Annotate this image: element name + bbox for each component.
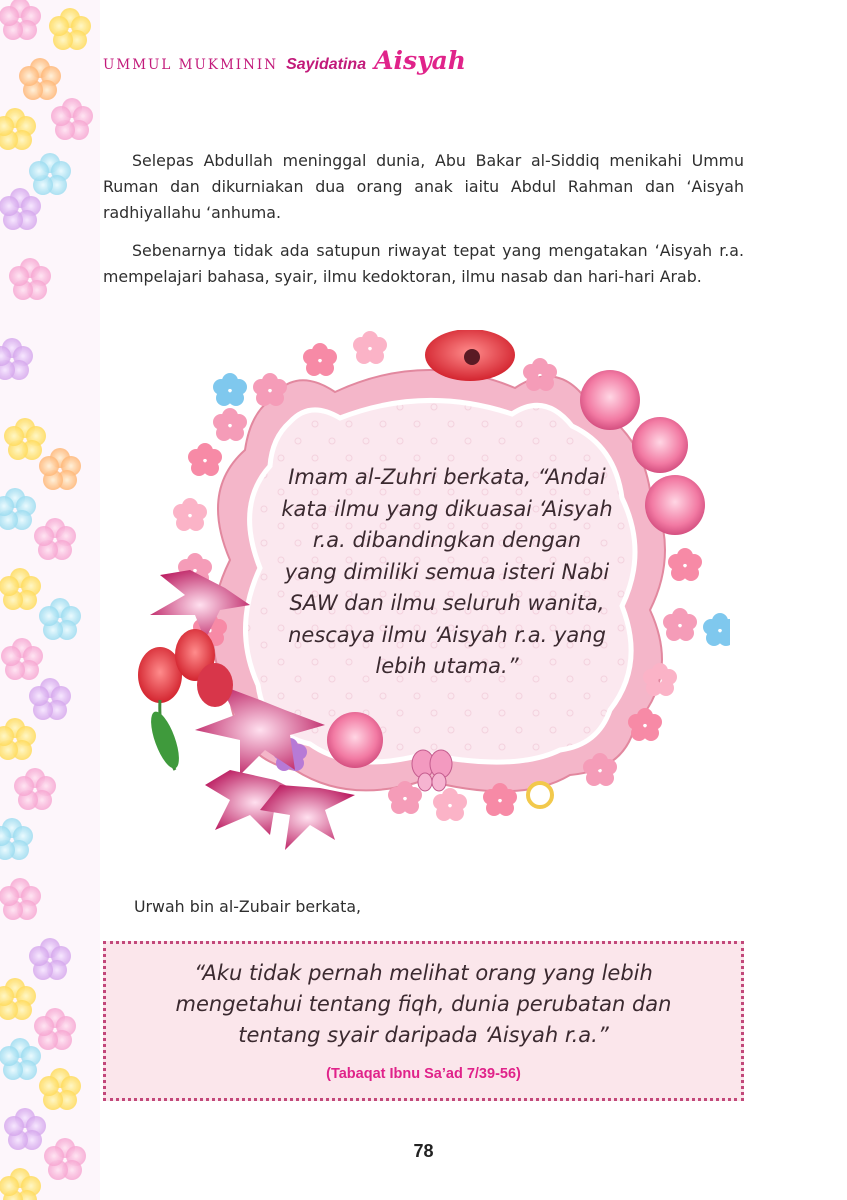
page-number: 78 — [413, 1141, 434, 1161]
quote-box-line: “Aku tidak pernah melihat orang yang lebih — [194, 961, 653, 985]
running-header — [103, 46, 466, 75]
quote-citation: (Tabaqat Ibnu Sa’ad 7/39-56) — [326, 1066, 521, 1082]
frame-quote-line: SAW dan ilmu seluruh wanita, — [289, 591, 605, 615]
frame-quote-line: Imam al-Zuhri berkata, “Andai — [288, 465, 606, 489]
quote-box-text — [106, 958, 741, 1051]
quote-box — [103, 941, 744, 1101]
header-title-middle: Sayidatina — [286, 56, 367, 73]
lead-text: Urwah bin al-Zubair berkata, — [134, 897, 362, 916]
frame-quote-text — [276, 462, 618, 683]
quote-box-line: tentang syair daripada ‘Aisyah r.a.” — [238, 1023, 609, 1047]
body-paragraph-1: Selepas Abdullah meninggal dunia, Abu Bakar al-Siddiq menikahi Ummu Ruman dan dikurniakan dua orang anak iaitu Abdul Rahman dan ‘Aisyah radhiyallahu ‘anhuma. — [103, 151, 744, 222]
floral-border-icon — [0, 0, 100, 1200]
frame-quote-line: kata ilmu yang dikuasai ‘Aisyah — [281, 496, 613, 521]
frame-quote-line: nescaya ilmu ‘Aisyah r.a. yang — [288, 622, 606, 647]
header-title-caps: UMMUL MUKMININ — [103, 57, 279, 73]
header-title-script: Aisyah — [374, 46, 466, 75]
frame-quote-line: yang dimiliki semua isteri Nabi — [284, 559, 610, 584]
frame-quote-line: lebih utama.” — [375, 654, 519, 678]
body-paragraph-2: Sebenarnya tidak ada satupun riwayat tepat yang mengatakan ‘Aisyah r.a. mempelajari bahasa, syair, ilmu kedoktoran, ilmu nasab dan hari-hari Arab. — [103, 241, 744, 286]
quote-box-line: mengetahui tentang fiqh, dunia perubatan dan — [175, 992, 672, 1016]
frame-quote-line: r.a. dibandingkan dengan — [312, 528, 582, 552]
